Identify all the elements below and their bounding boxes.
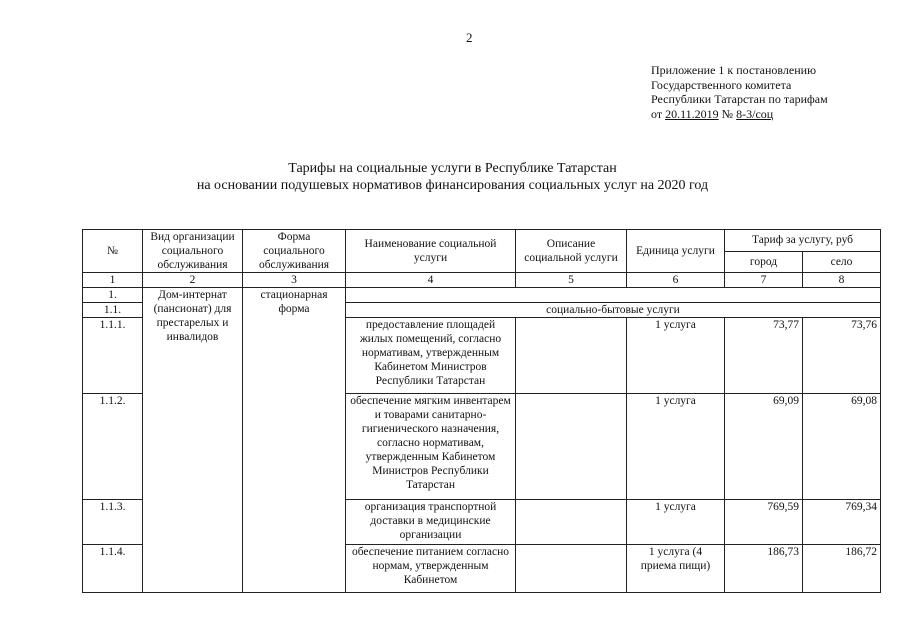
service-name: организация транспортной доставки в медицинские организации <box>346 500 516 545</box>
title-line-2: на основании подушевых нормативов финансирования социальных услуг на 2020 год <box>196 178 709 193</box>
colnum-1: 1 <box>83 273 143 288</box>
header-tariff: Тариф за услугу, руб <box>725 230 881 252</box>
row-no: 1.1.2. <box>83 394 143 500</box>
service-name: обеспечение мягким инвентарем и товарами санитарно-гигиенического назначения, согласно нормативам, утвержденным Кабинетом Министров Республики Татарстан <box>346 394 516 500</box>
colnum-8: 8 <box>803 273 881 288</box>
header-service-name: Наименование социальной услуги <box>346 230 516 273</box>
row-no: 1.1.3. <box>83 500 143 545</box>
header-no: № <box>83 230 143 273</box>
tariff-city: 186,73 <box>725 545 803 593</box>
row-1-empty <box>346 288 881 303</box>
page-number: 2 <box>466 30 473 45</box>
appendix-date: 20.11.2019 <box>665 106 719 121</box>
service-unit: 1 услуга (4 приема пищи) <box>627 545 725 593</box>
tariff-village: 73,76 <box>803 318 881 394</box>
service-name: обеспечение питанием согласно нормам, утвержденным Кабинетом <box>346 545 516 593</box>
service-description <box>516 394 627 500</box>
org-type-cell: Дом-интернат (пансионат) для престарелых и инвалидов <box>143 288 243 593</box>
colnum-5: 5 <box>516 273 627 288</box>
title-line-1: Тарифы на социальные услуги в Республике Татарстан <box>288 161 617 176</box>
service-description <box>516 545 627 593</box>
service-description <box>516 500 627 545</box>
tariff-village: 69,08 <box>803 394 881 500</box>
appendix-note <box>651 63 828 121</box>
tariff-city: 769,59 <box>725 500 803 545</box>
header-unit: Единица услуги <box>627 230 725 273</box>
appendix-number-prefix: № <box>718 106 737 121</box>
colnum-2: 2 <box>143 273 243 288</box>
header-description: Описание социальной услуги <box>516 230 627 273</box>
service-unit: 1 услуга <box>627 318 725 394</box>
tariff-table <box>82 229 881 593</box>
header-form: Форма социального обслуживания <box>243 230 346 273</box>
tariff-village: 186,72 <box>803 545 881 593</box>
colnum-3: 3 <box>243 273 346 288</box>
tariff-city: 73,77 <box>725 318 803 394</box>
colnum-7: 7 <box>725 273 803 288</box>
appendix-number: 8-3/соц <box>736 106 774 121</box>
section-no: 1.1. <box>83 303 143 318</box>
header-village: село <box>803 251 881 273</box>
appendix-line-1: Приложение 1 к постановлению <box>651 63 817 77</box>
service-unit: 1 услуга <box>627 500 725 545</box>
appendix-line-2: Государственного комитета <box>651 77 792 92</box>
section-title: социально-бытовые услуги <box>346 303 881 318</box>
row-no-1: 1. <box>83 288 143 303</box>
service-name: предоставление площадей жилых помещений, согласно нормативам, утвержденным Кабинетом Министров Республики Татарстан <box>346 318 516 394</box>
tariff-city: 69,09 <box>725 394 803 500</box>
row-no: 1.1.4. <box>83 545 143 593</box>
appendix-date-prefix: от <box>651 106 666 121</box>
row-no: 1.1.1. <box>83 318 143 394</box>
service-description <box>516 318 627 394</box>
appendix-line-4 <box>651 107 828 122</box>
form-cell: стационарная форма <box>243 288 346 593</box>
tariff-village: 769,34 <box>803 500 881 545</box>
header-city: город <box>725 251 803 273</box>
appendix-line-3: Республики Татарстан по тарифам <box>651 92 828 106</box>
document-title <box>0 160 905 194</box>
colnum-4: 4 <box>346 273 516 288</box>
colnum-6: 6 <box>627 273 725 288</box>
header-org-type: Вид организации социального обслуживания <box>143 230 243 273</box>
service-unit: 1 услуга <box>627 394 725 500</box>
